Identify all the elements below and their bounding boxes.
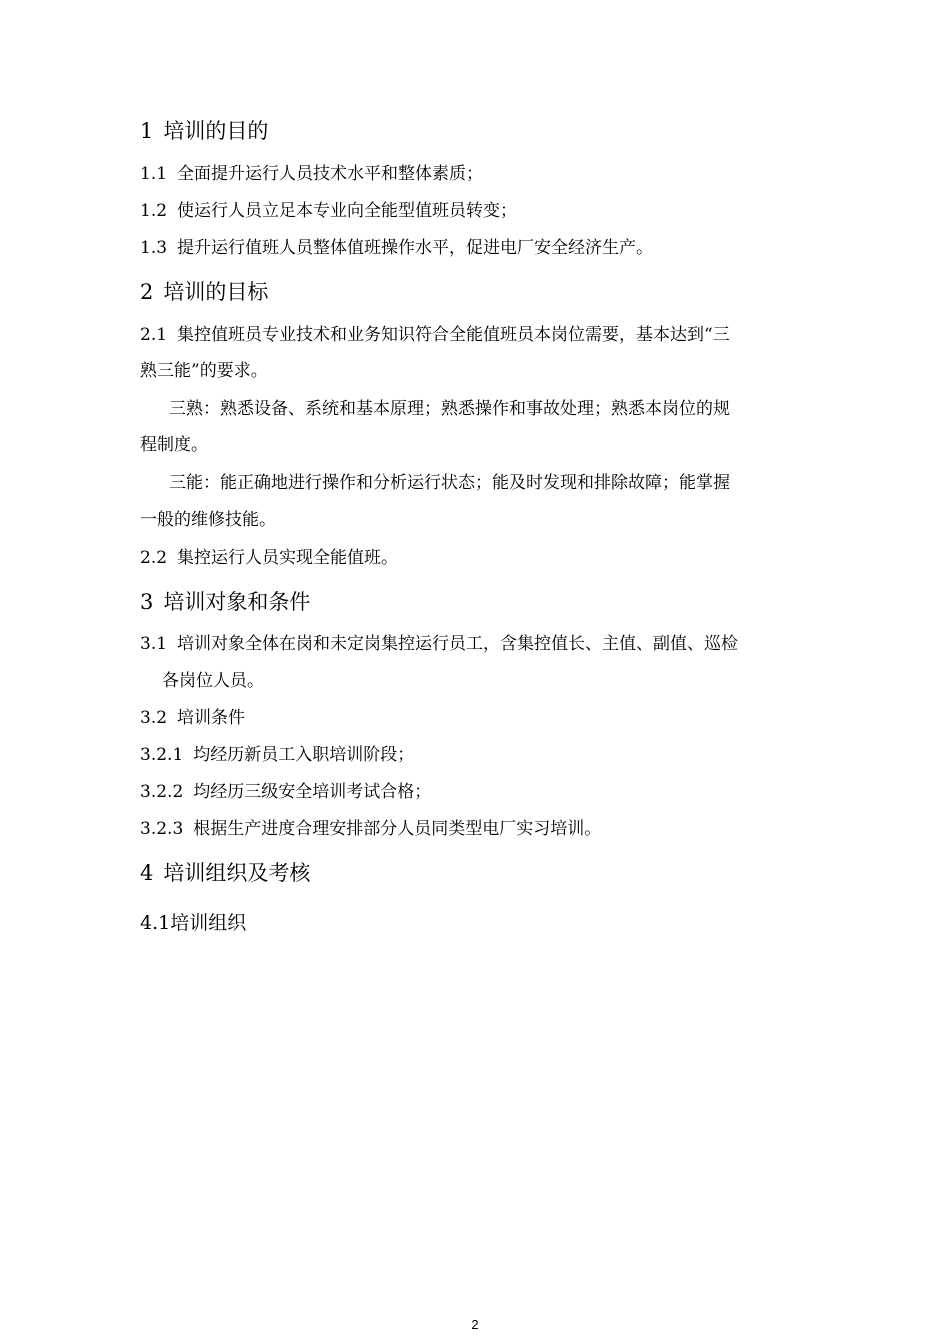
- item-2-1-line-1: [140, 323, 730, 347]
- item-number: 3.2: [140, 708, 168, 728]
- item-3-2: [140, 706, 245, 730]
- item-text: 培训条件: [177, 708, 246, 728]
- sanneng-text: 一般的维修技能。: [140, 510, 276, 530]
- section-4-title: 培训组织及考核: [163, 861, 311, 885]
- item-text: 熟三能”的要求。: [140, 361, 268, 381]
- section-2-heading: [140, 278, 268, 306]
- item-3-2-3: [140, 817, 601, 841]
- item-4-1: [140, 910, 246, 936]
- section-1-title: 培训的目的: [163, 119, 269, 143]
- item-1-1: [140, 162, 483, 186]
- sanshu-line-1: [169, 397, 730, 421]
- section-3-heading: [140, 588, 310, 616]
- sanneng-line-1: [169, 471, 730, 495]
- item-2-2: [140, 546, 398, 570]
- section-2-number: 2: [140, 280, 154, 304]
- item-number: 3.1: [140, 634, 168, 654]
- item-number: 3.2.1: [140, 745, 184, 765]
- item-text: 集控值班员专业技术和业务知识符合全能值班员本岗位需要，基本达到“三: [177, 325, 730, 345]
- sanshu-line-2: [140, 433, 208, 457]
- item-text: 均经历三级安全培训考试合格；: [193, 782, 432, 802]
- item-number: 3.2.2: [140, 782, 184, 802]
- sanshu-text: 程制度。: [140, 435, 208, 455]
- item-3-2-1: [140, 743, 414, 767]
- item-number: 2.1: [140, 325, 168, 345]
- item-number: 2.2: [140, 548, 168, 568]
- sanshu-text: 三熟：熟悉设备、系统和基本原理；熟悉操作和事故处理；熟悉本岗位的规: [169, 399, 730, 419]
- item-text: 全面提升运行人员技术水平和整体素质；: [177, 164, 484, 184]
- item-text: 均经历新员工入职培训阶段；: [193, 745, 415, 765]
- sanneng-text: 三能：能正确地进行操作和分析运行状态；能及时发现和排除故障；能掌握: [169, 473, 730, 493]
- sanneng-line-2: [140, 508, 276, 532]
- item-number: 1.1: [140, 164, 168, 184]
- item-number: 4.1: [140, 912, 171, 934]
- section-3-number: 3: [140, 590, 154, 614]
- section-1-number: 1: [140, 119, 154, 143]
- section-4-number: 4: [140, 861, 154, 885]
- item-number: 1.3: [140, 238, 168, 258]
- item-number: 1.2: [140, 201, 168, 221]
- item-number: 3.2.3: [140, 819, 184, 839]
- item-3-1-line-2: [162, 669, 264, 693]
- section-3-title: 培训对象和条件: [163, 590, 311, 614]
- item-1-2: [140, 199, 517, 223]
- item-text: 集控运行人员实现全能值班。: [177, 548, 399, 568]
- section-4-heading: [140, 859, 310, 887]
- item-text: 根据生产进度合理安排部分人员同类型电厂实习培训。: [193, 819, 602, 839]
- item-text: 提升运行值班人员整体值班操作水平，促进电厂安全经济生产。: [177, 238, 654, 258]
- item-text: 培训对象全体在岗和未定岗集控运行员工，含集控值长、主值、副值、巡检: [177, 634, 739, 654]
- item-text: 各岗位人员。: [162, 671, 264, 691]
- section-1-heading: [140, 117, 268, 145]
- item-3-2-2: [140, 780, 431, 804]
- page-number: 2: [471, 1317, 479, 1332]
- item-2-1-line-2: [140, 359, 268, 383]
- item-text: 使运行人员立足本专业向全能型值班员转变；: [177, 201, 518, 221]
- item-1-3: [140, 236, 653, 260]
- item-text: 培训组织: [170, 912, 247, 934]
- item-3-1-line-1: [140, 632, 738, 656]
- section-2-title: 培训的目标: [163, 280, 269, 304]
